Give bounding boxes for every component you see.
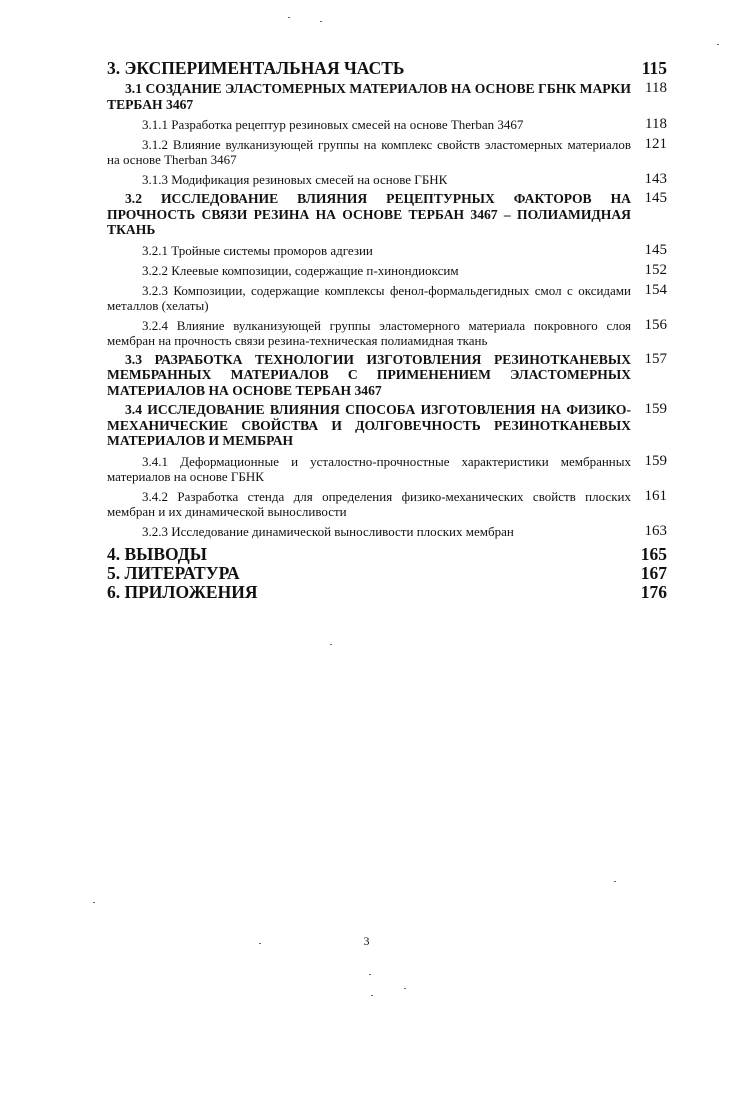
toc-entry-section-3-2-3 (107, 283, 667, 313)
toc-entry-section-3-2-2 (107, 263, 667, 278)
toc-entry-page: 156 (644, 316, 667, 333)
toc-entry-title: 3.2.3 Композиции, содержащие комплексы фенол-формальдегидных смол с оксидами металлов (хелаты) (107, 282, 631, 313)
page-number: 3 (363, 934, 370, 948)
toc-entry-section-4 (107, 543, 667, 564)
toc-entry-section-3-1 (107, 81, 667, 112)
toc-entry-page: 154 (644, 281, 667, 298)
scan-speck (404, 988, 406, 989)
toc-entry-page: 159 (644, 401, 667, 417)
toc-entry-title: 3.2.2 Клеевые композиции, содержащие п-хинондиоксим (142, 262, 459, 278)
scan-speck (717, 44, 719, 45)
toc-entry-page: 118 (645, 116, 667, 132)
toc-entry-page: 161 (644, 487, 667, 504)
toc-entry-section-3-2-3-dynamic (107, 524, 667, 539)
toc-entry-page: 176 (640, 581, 667, 602)
toc-entry-title: 3.2.1 Тройные системы проморов адгезии (142, 242, 373, 258)
toc-entry-title: 3.4.2 Разработка стенда для определения физико-механических свойств плоских мембран и их динамической выносливости (107, 488, 631, 519)
toc-entry-title: 6. ПРИЛОЖЕНИЯ (107, 581, 258, 602)
toc-entry-section-3-1-3 (107, 172, 667, 187)
toc-entry-section-3-2-4 (107, 318, 667, 348)
toc-entry-section-3-3 (107, 352, 667, 399)
toc-entry-title: 3.3 РАЗРАБОТКА ТЕХНОЛОГИИ ИЗГОТОВЛЕНИЯ РЕЗИНОТКАНЕВЫХ МЕМБРАННЫХ МАТЕРИАЛОВ С ПРИМЕНЕНИЕМ ЭЛАСТОМЕРНЫХ МАТЕРИАЛОВ НА ОСНОВЕ ТЕРБАН 3467 (107, 351, 631, 398)
toc-entry-title: 3.4 ИССЛЕДОВАНИЕ ВЛИЯНИЯ СПОСОБА ИЗГОТОВЛЕНИЯ НА ФИЗИКО-МЕХАНИЧЕСКИЕ СВОЙСТВА И ДОЛГОВЕЧНОСТЬ РЕЗИНОТКАНЕВЫХ МАТЕРИАЛОВ И МЕМБРАН (107, 402, 631, 448)
toc-entry-section-3-1-1 (107, 117, 667, 132)
toc-entry-section-3-4 (107, 402, 667, 449)
toc-entry-section-3 (107, 60, 667, 77)
toc-entry-section-3-1-2 (107, 137, 667, 167)
scan-speck (371, 995, 373, 996)
toc-entry-title: 5. ЛИТЕРАТУРА (107, 562, 240, 583)
toc-entry-page: 145 (644, 190, 667, 206)
table-of-contents (107, 60, 667, 601)
toc-entry-title: 3.2.3 Исследование динамической выносливости плоских мембран (142, 523, 514, 539)
scan-speck (369, 974, 371, 975)
scan-speck (259, 943, 261, 944)
toc-entry-title: 3.2.4 Влияние вулканизующей группы эластомерного материала покровного слоя мембран на прочность связи резина-техническая полиамидная ткань (107, 317, 631, 348)
toc-entry-title: 3. ЭКСПЕРИМЕНТАЛЬНАЯ ЧАСТЬ (107, 58, 405, 78)
toc-entry-page: 145 (644, 241, 667, 258)
toc-entry-title: 3.1 СОЗДАНИЕ ЭЛАСТОМЕРНЫХ МАТЕРИАЛОВ НА ОСНОВЕ ГБНК МАРКИ ТЕРБАН 3467 (107, 81, 631, 112)
toc-entry-page: 143 (644, 171, 667, 187)
toc-entry-section-5 (107, 562, 667, 583)
scan-speck (614, 881, 616, 882)
toc-entry-page: 159 (644, 452, 667, 469)
toc-entry-section-3-2-1 (107, 243, 667, 258)
toc-entry-title: 3.4.1 Деформационные и усталостно-прочностные характеристики мембранных материалов на основе ГБНК (107, 453, 631, 484)
scan-speck (330, 644, 332, 645)
toc-entry-page: 115 (641, 58, 667, 78)
toc-entry-title: 3.1.3 Модификация резиновых смесей на основе ГБНК (142, 172, 448, 187)
toc-entry-title: 4. ВЫВОДЫ (107, 543, 207, 564)
toc-entry-title: 3.2 ИССЛЕДОВАНИЕ ВЛИЯНИЯ РЕЦЕПТУРНЫХ ФАКТОРОВ НА ПРОЧНОСТЬ СВЯЗИ РЕЗИНА НА ОСНОВЕ ТЕРБАН 3467 – ПОЛИАМИДНАЯ ТКАНЬ (107, 191, 631, 237)
scan-speck (320, 21, 322, 22)
toc-entry-section-3-4-2 (107, 489, 667, 519)
toc-entry-page: 163 (644, 522, 667, 539)
toc-entry-page: 121 (644, 136, 667, 152)
toc-entry-page: 118 (645, 80, 667, 96)
toc-entry-title: 3.1.1 Разработка рецептур резиновых смесей на основе Therban 3467 (142, 117, 524, 132)
scan-speck (288, 17, 290, 18)
toc-entry-page: 152 (644, 261, 667, 278)
scan-speck (93, 902, 95, 903)
toc-entry-page: 165 (640, 543, 667, 564)
toc-entry-page: 157 (644, 350, 667, 367)
toc-entry-page: 167 (640, 562, 667, 583)
toc-entry-title: 3.1.2 Влияние вулканизующей группы на комплекс свойств эластомерных материалов на основе Therban 3467 (107, 137, 631, 167)
toc-entry-section-3-4-1 (107, 454, 667, 484)
toc-entry-section-3-2 (107, 191, 667, 238)
toc-entry-section-6 (107, 581, 667, 602)
